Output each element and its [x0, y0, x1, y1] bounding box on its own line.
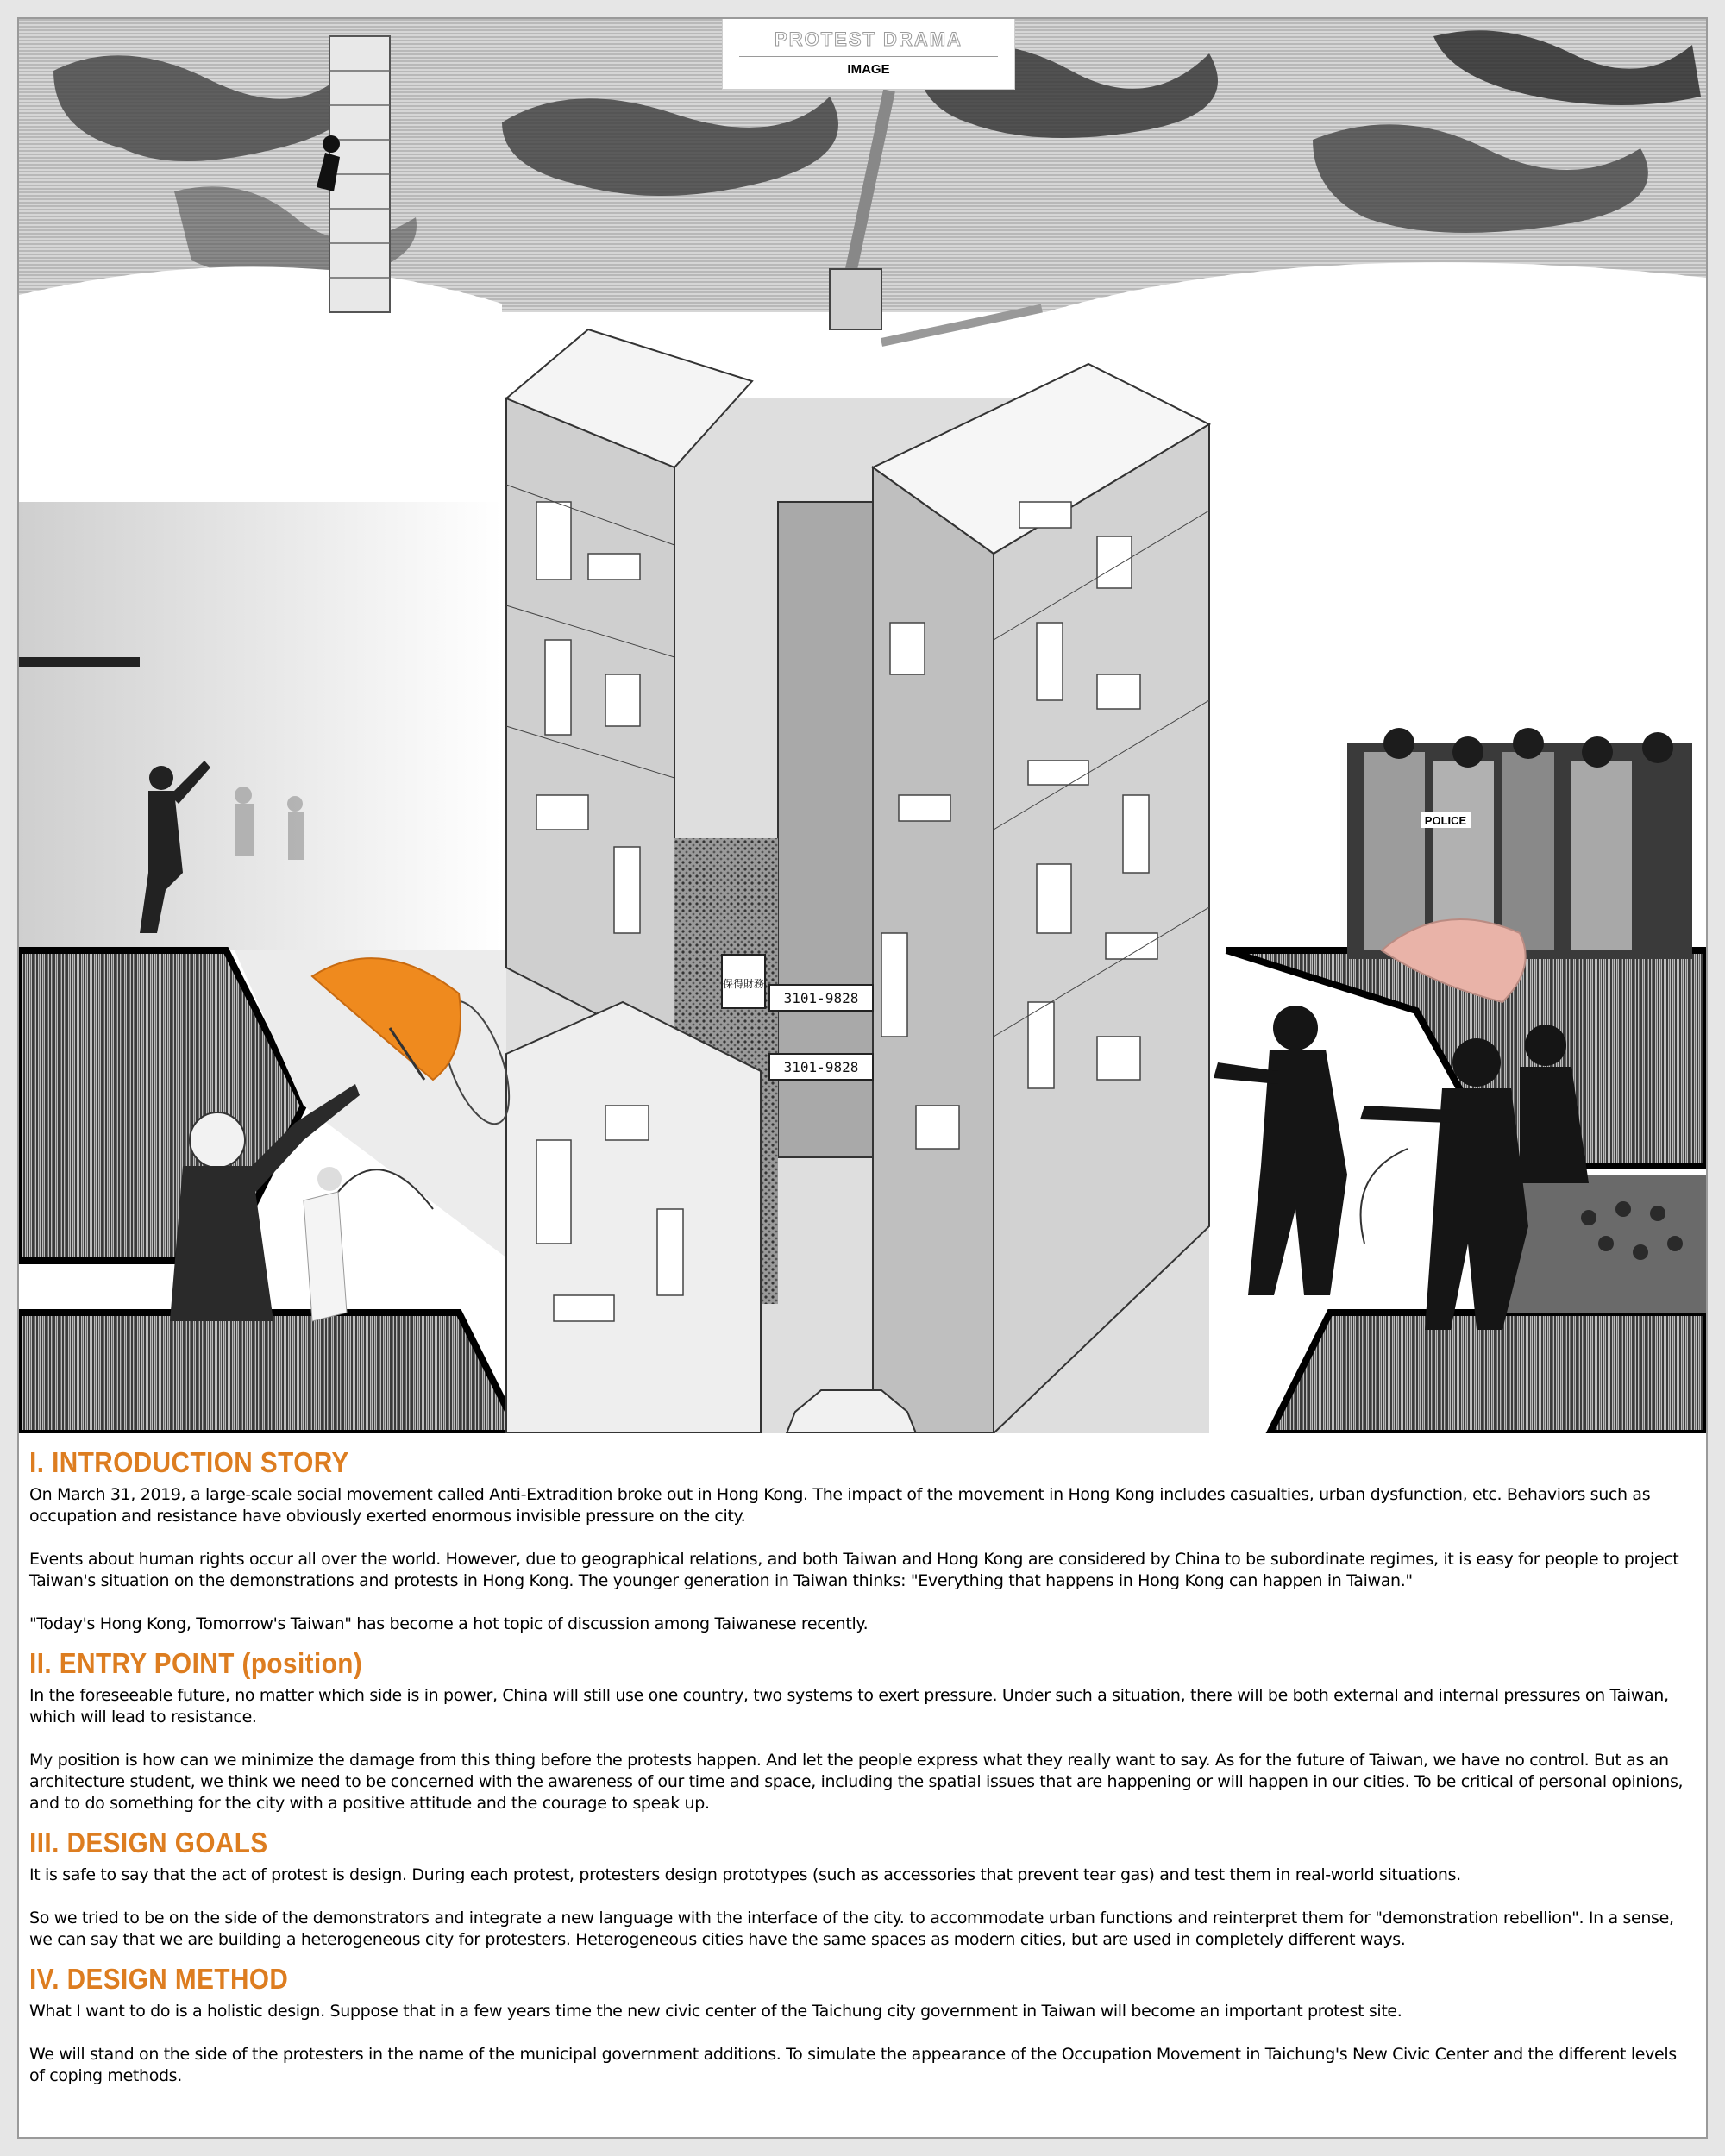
paragraph: So we tried to be on the side of the demonstrators and integrate a new language with the interface of the city. to accommodate urban functions and reinterpret them for "demonstration rebellion". In a sense, we can say that we are building a heterogeneous city for protesters. Heterogeneous cities have the same spaces as modern cities, but are used in completely different ways.	[29, 1908, 1674, 1949]
section-design-goals	[29, 1827, 1694, 1951]
title-plate	[722, 19, 1015, 90]
section-heading: III. DESIGN GOALS	[29, 1827, 268, 1858]
poster-title: PROTEST DRAMA	[775, 28, 963, 50]
poster-sheet	[17, 17, 1708, 2139]
section-design-method	[29, 1963, 1694, 2087]
section-introduction-story	[29, 1446, 1694, 1635]
section-entry-point	[29, 1647, 1694, 1814]
sign-text-a: 保得財務	[722, 978, 765, 990]
section-heading: I. INTRODUCTION STORY	[29, 1446, 349, 1478]
sign-text-c: 3101-9828	[783, 1059, 859, 1075]
text-panel	[29, 1446, 1694, 2128]
police-label: POLICE	[1424, 814, 1467, 827]
title-divider	[739, 56, 998, 57]
riot-police-figures	[1347, 728, 1692, 959]
paragraph: It is safe to say that the act of protest is design. During each protest, protesters design prototypes (such as accessories that prevent tear gas) and test them in real-world situations.	[29, 1865, 1461, 1884]
paragraph: What I want to do is a holistic design. Suppose that in a few years time the new civic center of the Taichung city government in Taiwan will become an important protest site.	[29, 2002, 1402, 2021]
paragraph: We will stand on the side of the protesters in the name of the municipal government additions. To simulate the appearance of the Occupation Movement in Taichung's New Civic Center and the different levels of coping methods.	[29, 2045, 1677, 2085]
section-heading: II. ENTRY POINT (position)	[29, 1647, 363, 1679]
sign-text-b: 3101-9828	[783, 990, 859, 1006]
paragraph: "Today's Hong Kong, Tomorrow's Taiwan" has become a hot topic of discussion among Taiwanese recently.	[29, 1614, 869, 1633]
section-heading: IV. DESIGN METHOD	[29, 1963, 289, 1995]
isometric-building	[506, 329, 1209, 1433]
collage-image	[19, 19, 1706, 1433]
poster-subtitle: IMAGE	[847, 62, 890, 77]
paragraph: On March 31, 2019, a large-scale social movement called Anti-Extradition broke out in Hong Kong. The impact of the movement in Hong Kong includes casualties, urban dysfunction, etc. Behaviors such as occupation and resistance have obviously exerted enormous invisible pressure on the city.	[29, 1485, 1651, 1526]
paragraph: My position is how can we minimize the damage from this thing before the protests happen. And let the people express what they really want to say. As for the future of Taiwan, we have no control. But as an architecture student, we think we need to be concerned with the awareness of our time and space, including the spatial issues that are happening or will happen in our cities. To be critical of personal opinions, and to do something for the city with a positive attitude and the courage to speak up.	[29, 1751, 1684, 1813]
paragraph: In the foreseeable future, no matter which side is in power, China will still use one country, two systems to exert pressure. Under such a situation, there will be both external and internal pressures on Taiwan, which will lead to resistance.	[29, 1686, 1669, 1727]
collage-illustration	[19, 19, 1706, 1433]
tear-gas-photo	[19, 502, 502, 950]
paragraph: Events about human rights occur all over the world. However, due to geographical relations, and both Taiwan and Hong Kong are considered by China to be subordinate regimes, it is easy for people to project Taiwan's situation on the demonstrations and protests in Hong Kong. The younger generation in Taiwan thinks: "Everything that happens in Hong Kong can happen in Taiwan."	[29, 1550, 1679, 1590]
